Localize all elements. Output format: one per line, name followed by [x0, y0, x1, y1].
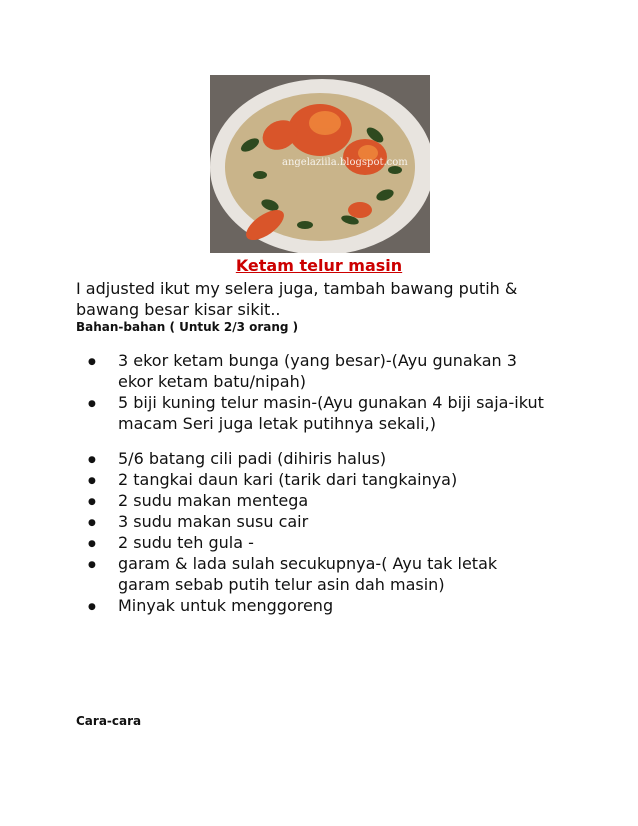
intro-text: I adjusted ikut my selera juga, tambah bawang putih & bawang besar kisar sikit.. — [76, 279, 518, 319]
ingredient-text: 5/6 batang cili padi (dihiris halus) — [118, 449, 387, 468]
bullet-icon: ● — [88, 357, 96, 367]
list-item — [80, 595, 550, 616]
list-item — [80, 553, 550, 595]
list-item — [80, 469, 550, 490]
ingredient-text: 5 biji kuning telur masin-(Ayu gunakan 4 biji saja-ikut macam Seri juga letak putihnya sekali,) — [118, 393, 544, 433]
list-item — [80, 490, 550, 511]
ingredient-text: 2 sudu makan mentega — [118, 491, 309, 510]
bullet-icon: ● — [88, 602, 96, 612]
recipe-title: Ketam telur masin — [235, 256, 403, 275]
ingredient-text: 2 sudu teh gula - — [118, 533, 254, 552]
bullet-icon: ● — [88, 560, 96, 570]
bullet-icon: ● — [88, 455, 96, 465]
ingredient-list — [80, 350, 550, 616]
list-item — [80, 448, 550, 469]
bullet-icon: ● — [88, 518, 96, 528]
ingredient-text: Minyak untuk menggoreng — [118, 596, 334, 615]
watermark-text: angelaziila.blogspot.com — [282, 157, 408, 168]
ingredients-heading: Bahan-bahan ( Untuk 2/3 orang ) — [76, 320, 299, 334]
list-item — [80, 511, 550, 532]
crab-dish-image — [210, 75, 430, 253]
list-item — [80, 392, 550, 434]
bullet-icon: ● — [88, 476, 96, 486]
ingredient-text: 2 tangkai daun kari (tarik dari tangkainya) — [118, 470, 458, 489]
list-item — [80, 350, 550, 392]
bullet-icon: ● — [88, 399, 96, 409]
ingredient-text: 3 sudu makan susu cair — [118, 512, 309, 531]
dish-photo — [210, 75, 430, 253]
bullet-icon: ● — [88, 497, 96, 507]
bullet-icon: ● — [88, 539, 96, 549]
method-heading: Cara-cara — [76, 714, 142, 728]
list-item — [80, 532, 550, 553]
ingredient-text: 3 ekor ketam bunga (yang besar)-(Ayu gunakan 3 ekor ketam batu/nipah) — [118, 351, 517, 391]
ingredient-text: garam & lada sulah secukupnya-( Ayu tak letak garam sebab putih telur asin dah masin) — [118, 554, 498, 594]
